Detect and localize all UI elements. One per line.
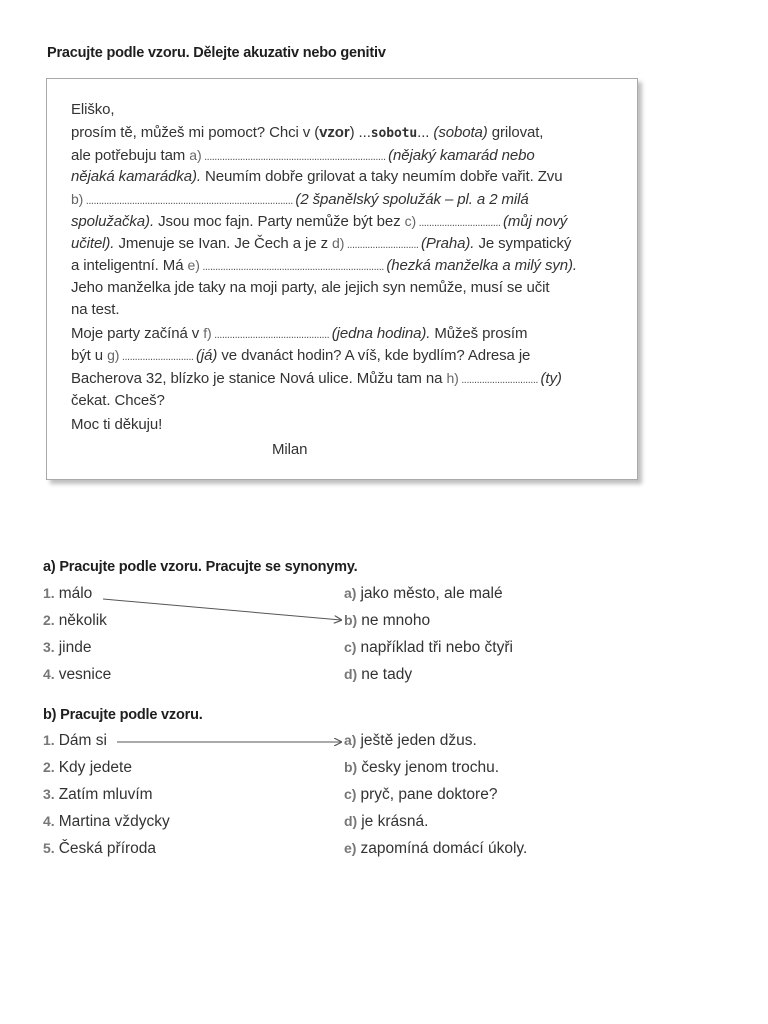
letter-line-3: nějaká kamarádka). Neumím dobře grilovat a taky neumím dobře vařit. Zvu <box>71 168 563 185</box>
exercise-b-right-a[interactable]: a) ještě jeden džus. <box>344 732 477 749</box>
letter-line-8: Jeho manželka jde taky na moji party, ale jejich syn nemůže, musí se učit <box>71 279 550 296</box>
exercise-a-right-a[interactable]: a) jako město, ale malé <box>344 585 503 602</box>
gap-b[interactable]: ................................................................................. <box>83 195 296 207</box>
letter-line-7: a inteligentní. Má e) ....................................................................... (hezká manželka a milý syn). <box>71 257 577 274</box>
letter-salutation: Eliško, <box>71 101 115 118</box>
exercise-b-left-3[interactable]: 3. Zatím mluvím <box>43 786 153 803</box>
letter-line-13: čekat. Chceš? <box>71 392 165 409</box>
exercise-a-right-d[interactable]: d) ne tady <box>344 666 413 683</box>
gap-g[interactable]: ............................ <box>119 351 197 363</box>
exercise-a-left-2[interactable]: 2. několik <box>43 612 107 629</box>
letter-line-9: na test. <box>71 301 120 318</box>
exercise-b-left-1[interactable]: 1. Dám si <box>43 732 107 749</box>
letter-line-6: učitel). Jmenuje se Ivan. Je Čech a je z d) ............................ (Praha). Je sympatický <box>71 235 572 252</box>
exercise-b-right-c[interactable]: c) pryč, pane doktore? <box>344 786 498 803</box>
letter-line-1: prosím tě, můžeš mi pomoct? Chci v (vzor) ...sobotu... (sobota) grilovat, <box>71 124 544 141</box>
exercise-b-right-b[interactable]: b) česky jenom trochu. <box>344 759 500 776</box>
exercise-a-title: a) Pracujte podle vzoru. Pracujte se synonymy. <box>43 559 358 575</box>
gap-c[interactable]: ................................ <box>416 217 503 229</box>
letter-line-4: b) ................................................................................. (2 španělský spolužák – pl. a 2 milá <box>71 191 529 208</box>
example-answer: sobotu <box>370 126 418 141</box>
exercise-b-right-d[interactable]: d) je krásná. <box>344 813 429 830</box>
exercise-b-left-4[interactable]: 4. Martina vždycky <box>43 813 170 830</box>
exercise-b-left-5[interactable]: 5. Česká příroda <box>43 840 157 857</box>
letter-line-12: Bacherova 32, blízko je stanice Nová ulice. Můžu tam na h) .............................. (ty) <box>71 370 562 387</box>
exercise-a-left-1[interactable]: 1. málo <box>43 585 93 602</box>
letter-line-10: Moje party začíná v f) ............................................. (jedna hodina). Můžeš prosím <box>71 325 528 342</box>
exercise-a-left-3[interactable]: 3. jinde <box>43 639 92 656</box>
exercise-a-right-b[interactable]: b) ne mnoho <box>344 612 431 629</box>
exercise1-title: Pracujte podle vzoru. Dělejte akuzativ nebo genitiv <box>47 45 386 61</box>
gap-h[interactable]: .............................. <box>458 374 541 386</box>
letter-line-14: Moc ti děkuju! <box>71 416 163 433</box>
exercise-a-right-c[interactable]: c) například tři nebo čtyři <box>344 639 513 656</box>
gap-d[interactable]: ............................ <box>344 239 421 251</box>
gap-e[interactable]: ....................................................................... <box>199 261 387 273</box>
exercise-b-title: b) Pracujte podle vzoru. <box>43 707 203 723</box>
exercise-b-left-2[interactable]: 2. Kdy jedete <box>43 759 132 776</box>
letter-line-5: spolužačka). Jsou moc fajn. Party nemůže být bez c) ................................ (můj nový <box>71 213 568 230</box>
example-connector-a <box>103 599 341 620</box>
exercise-b-right-e[interactable]: e) zapomíná domácí úkoly. <box>344 840 528 857</box>
exercise-a-left-4[interactable]: 4. vesnice <box>43 666 112 683</box>
gap-a[interactable]: ....................................................................... <box>201 151 389 163</box>
letter-line-11: být u g) ............................ (já) ve dvanáct hodin? A víš, kde bydlím? Adresa je <box>71 347 531 364</box>
letter-line-2: ale potřebuju tam a) ....................................................................... (nějaký kamarád nebo <box>71 147 535 164</box>
letter-signature: Milan <box>272 441 308 458</box>
gap-f[interactable]: ............................................. <box>211 329 332 341</box>
